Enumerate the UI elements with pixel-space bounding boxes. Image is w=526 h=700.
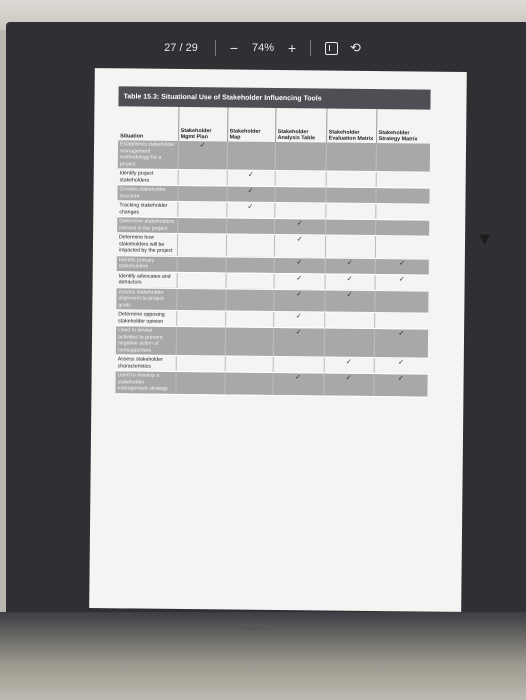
header-map: Stakeholder Map <box>227 107 275 142</box>
empty-cell <box>226 256 274 273</box>
empty-cell <box>274 186 325 203</box>
empty-cell <box>175 371 224 394</box>
situation-cell: Determine opposing stakeholder opinion <box>116 310 176 327</box>
header-evaluation-matrix: Stakeholder Evaluation Matrix <box>326 108 376 143</box>
empty-cell <box>375 204 429 221</box>
empty-cell <box>177 201 226 218</box>
check-mark-icon: ✓ <box>324 289 374 312</box>
empty-cell <box>326 171 376 188</box>
empty-cell <box>324 328 374 358</box>
check-mark-icon: ✓ <box>178 141 227 170</box>
empty-cell <box>225 356 273 373</box>
check-mark-icon: ✓ <box>274 257 325 274</box>
check-mark-icon: ✓ <box>374 329 428 359</box>
empty-cell <box>273 356 324 373</box>
table-row <box>118 140 430 172</box>
empty-cell <box>274 202 325 219</box>
zoom-out-button[interactable]: − <box>229 40 239 56</box>
empty-cell <box>178 169 227 186</box>
empty-cell <box>176 288 225 311</box>
header-mgmt-plan: Stakeholder Mgmt Plan <box>178 107 227 142</box>
situation-cell: Assess stakeholder characteristics <box>116 355 176 372</box>
situation-cell: Determine how stakeholders will be impacted by the project <box>117 233 177 256</box>
empty-cell <box>225 288 273 311</box>
empty-cell <box>177 217 226 234</box>
table-caption: Table 15.3: Situational Use of Stakeholder Influencing Tools <box>118 86 430 109</box>
empty-cell <box>225 327 273 357</box>
check-mark-icon: ✓ <box>325 273 375 290</box>
empty-cell <box>374 313 428 330</box>
empty-cell <box>325 187 375 204</box>
empty-cell <box>177 233 226 256</box>
empty-cell <box>225 311 273 328</box>
situation-cell: Determine stakeholders interest in the project <box>117 217 177 234</box>
empty-cell <box>325 235 375 258</box>
situation-cell: Identify advocates and detractors <box>117 271 177 288</box>
empty-cell <box>326 142 376 171</box>
table-row <box>116 287 428 313</box>
situation-cell: Establishes stakeholder management methodology for a project <box>118 140 178 169</box>
empty-cell <box>177 272 226 289</box>
check-mark-icon: ✓ <box>226 186 274 203</box>
empty-cell <box>374 290 428 313</box>
check-mark-icon: ✓ <box>374 358 428 375</box>
header-strategy-matrix: Stakeholder Strategy Matrix <box>376 109 430 144</box>
empty-cell <box>176 326 225 356</box>
empty-cell <box>176 310 225 327</box>
empty-cell <box>226 218 274 235</box>
check-mark-icon: ✓ <box>324 357 374 374</box>
situation-cell: Identify primary stakeholders <box>117 255 177 272</box>
empty-cell <box>226 272 274 289</box>
header-situation: Situation <box>120 133 144 140</box>
device-brand: MacBook Air <box>239 622 291 632</box>
pdf-toolbar <box>155 35 390 61</box>
empty-cell <box>324 312 374 329</box>
situation-cell: Tracking stakeholder changes <box>117 201 177 218</box>
empty-cell <box>375 220 429 237</box>
check-mark-icon: ✓ <box>273 311 324 328</box>
empty-cell <box>224 372 272 395</box>
table-body <box>115 140 430 396</box>
check-mark-icon: ✓ <box>273 289 324 312</box>
empty-cell <box>275 170 326 187</box>
table-row <box>116 326 428 358</box>
empty-cell <box>376 143 430 172</box>
toolbar-divider <box>215 40 216 56</box>
toolbar-divider <box>310 40 311 56</box>
empty-cell <box>177 185 226 202</box>
situation-cell: Used to develop a stakeholder management strategy <box>115 371 175 394</box>
zoom-level: 74% <box>251 42 275 54</box>
check-mark-icon: ✓ <box>226 202 274 219</box>
check-mark-icon: ✓ <box>272 372 323 395</box>
empty-cell <box>325 203 375 220</box>
empty-cell <box>376 172 430 189</box>
situational-use-table <box>115 106 430 397</box>
check-mark-icon: ✓ <box>323 373 373 396</box>
empty-cell <box>176 355 225 372</box>
situation-cell: Used to devise activities to prevent negative action of nonsupporters <box>116 326 176 356</box>
check-mark-icon: ✓ <box>274 273 325 290</box>
check-mark-icon: ✓ <box>273 327 324 357</box>
empty-cell <box>275 142 326 171</box>
pdf-page <box>89 68 467 612</box>
header-analysis-table: Stakeholder Analysis Table <box>275 108 326 143</box>
table-header-row <box>118 106 430 143</box>
situation-cell: Assess stakeholder alignment to project goals <box>116 287 176 310</box>
check-mark-icon: ✓ <box>375 258 429 275</box>
situation-cell: Creates stakeholder structure <box>117 185 177 202</box>
check-mark-icon: ✓ <box>227 170 275 187</box>
situation-cell: Identify project stakeholders <box>118 169 178 186</box>
check-mark-icon: ✓ <box>325 257 375 274</box>
empty-cell <box>177 256 226 273</box>
empty-cell <box>227 141 275 170</box>
page-indicator: 27 / 29 <box>164 42 198 54</box>
fit-page-icon[interactable] <box>325 42 338 55</box>
empty-cell <box>226 234 274 257</box>
empty-cell <box>375 236 429 259</box>
rotate-icon[interactable]: ⟲ <box>350 40 361 55</box>
check-mark-icon: ✓ <box>375 274 429 291</box>
zoom-in-button[interactable]: + <box>287 40 297 56</box>
check-mark-icon: ✓ <box>373 374 427 397</box>
check-mark-icon: ✓ <box>274 234 325 257</box>
table-row <box>115 371 427 397</box>
table-row <box>117 233 429 259</box>
check-mark-icon: ✓ <box>274 218 325 235</box>
empty-cell <box>375 188 429 205</box>
empty-cell <box>325 219 375 236</box>
